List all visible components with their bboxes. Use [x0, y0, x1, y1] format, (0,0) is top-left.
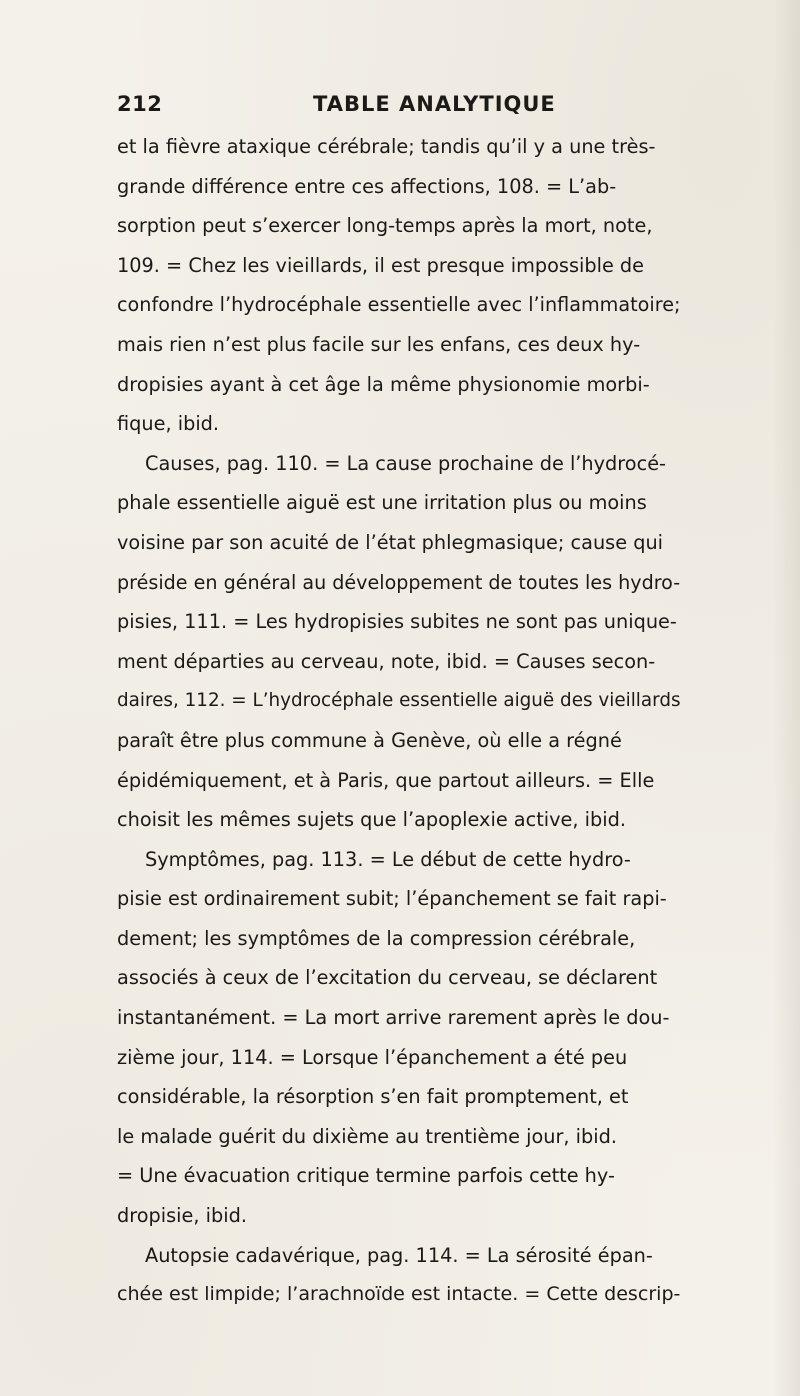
text-line: dement; les symptômes de la compression cérébrale,: [117, 926, 636, 950]
text-line: zième jour, 114. = Lorsque l’épanchement a été peu: [117, 1045, 628, 1069]
text-line: associés à ceux de l’excitation du cerveau, se déclarent: [117, 966, 658, 990]
text-line: ment départies au cerveau, note, ibid. = Causes secon-: [117, 649, 656, 673]
text-line: instantanément. = La mort arrive rarement après le dou-: [117, 1006, 670, 1030]
text-line: grande différence entre ces affections, 108. = L’ab-: [117, 174, 617, 198]
page-number: 212: [117, 92, 163, 116]
text-line: pisie est ordinairement subit; l’épanchement se fait rapi-: [117, 887, 667, 911]
text-line: dropisie, ibid.: [117, 1204, 247, 1228]
text-line: choisit les mêmes sujets que l’apoplexie active, ibid.: [117, 808, 626, 832]
text-line: et la fièvre ataxique cérébrale; tandis qu’il y a une très-: [117, 135, 656, 158]
text-line: dropisies ayant à cet âge la même physionomie morbi-: [117, 372, 650, 396]
text-line: mais rien n’est plus facile sur les enfans, ces deux hy-: [117, 332, 641, 356]
text-line: voisine par son acuité de l’état phlegmasique; cause qui: [117, 530, 664, 554]
text-line: daires, 112. = L’hydrocéphale essentielle aiguë des vieillards: [117, 690, 681, 712]
text-line: sorption peut s’exercer long-temps après la mort, note,: [117, 214, 653, 238]
text-line: épidémiquement, et à Paris, que partout ailleurs. = Elle: [117, 768, 655, 792]
text-line: = Une évacuation critique termine parfois cette hy-: [117, 1164, 615, 1188]
text-line: considérable, la résorption s’en fait promptement, et: [117, 1085, 629, 1109]
text-line: pisies, 111. = Les hydropisies subites ne sont pas unique-: [117, 610, 677, 634]
text-line: confondre l’hydrocéphale essentielle avec l’inflammatoire;: [117, 293, 681, 317]
text-line: paraît être plus commune à Genève, où elle a régné: [117, 728, 622, 752]
section-start-causes: Causes, pag. 110. = La cause prochaine de l’hydrocé-: [145, 451, 667, 475]
text-line: phale essentielle aiguë est une irritation plus ou moins: [117, 491, 647, 515]
text-line: chée est limpide; l’arachnoïde est intacte. = Cette descrip-: [117, 1283, 681, 1306]
text-line: fique, ibid.: [117, 412, 220, 436]
page-edge-shadow: [772, 0, 800, 1396]
running-title: TABLE ANALYTIQUE: [313, 92, 556, 116]
text-line: préside en général au développement de toutes les hydro-: [117, 570, 681, 594]
section-start-autopsie: Autopsie cadavérique, pag. 114. = La sérosité épan-: [145, 1243, 653, 1267]
page-header: [117, 92, 677, 122]
section-start-symptomes: Symptômes, pag. 113. = Le début de cette hydro-: [145, 847, 631, 871]
text-line: le malade guérit du dixième au trentième jour, ibid.: [117, 1124, 617, 1148]
analytical-table-text: [117, 127, 680, 1315]
text-line: 109. = Chez les vieillards, il est presque impossible de: [117, 253, 645, 277]
